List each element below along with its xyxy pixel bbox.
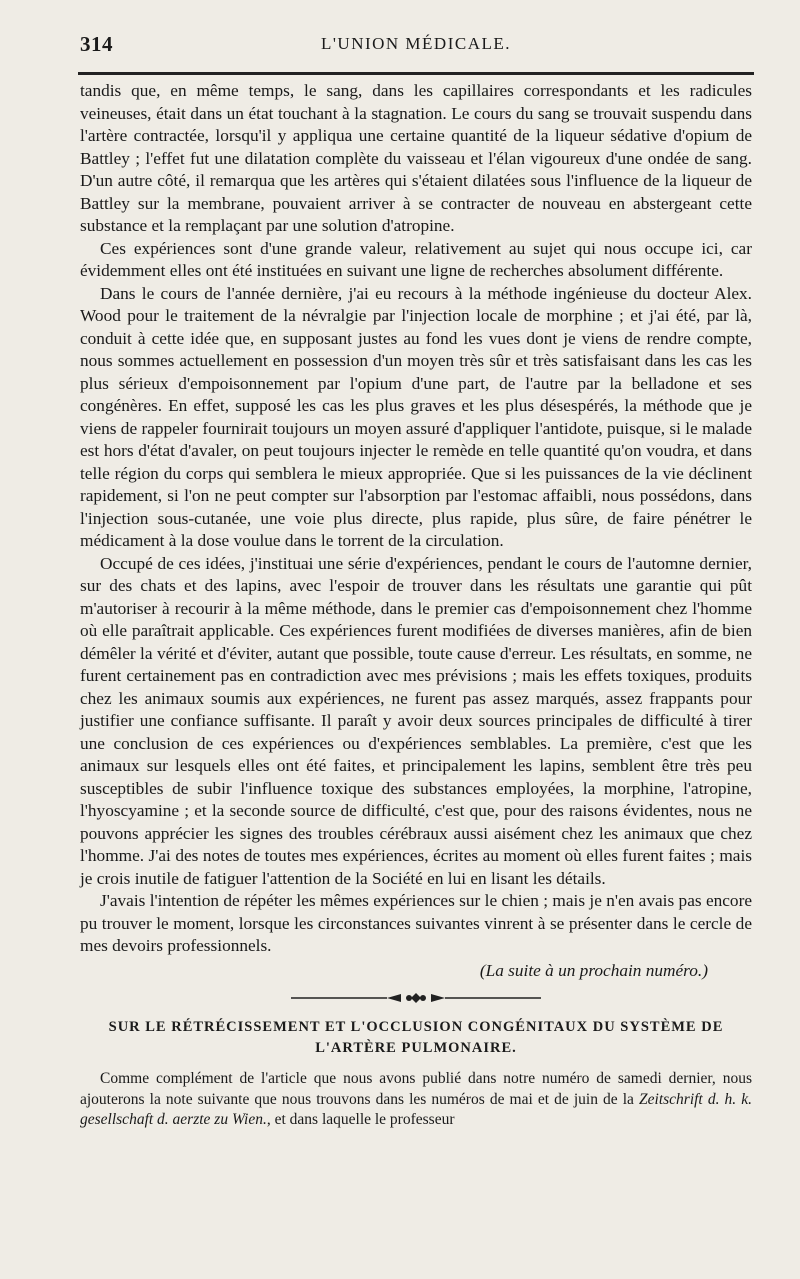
article-title: SUR LE RÉTRÉCISSEMENT ET L'OCCLUSION CONGÉNITAUX DU SYSTÈME DE L'ARTÈRE PULMONAIRE.: [108, 1019, 724, 1056]
article-body: [80, 80, 752, 1131]
header-rule: [78, 72, 754, 75]
continuation-note: (La suite à un prochain numéro.): [479, 960, 708, 980]
intro-text: Comme complément de l'article que nous avons publié dans notre numéro de samedi dernier, nous ajouterons la note suivante que nous trouvons dans les numéros de mai et de juin de la: [80, 1070, 752, 1108]
paragraph: Dans le cours de l'année dernière, j'ai eu recours à la méthode ingénieuse du docteur Alex. Wood pour le traitement de la névralgie par l'injection locale de morphine ; et j'ai été, par là, conduit à cette idée que, en supposant justes au fond les vues dont je viens de rendre compte, nous sommes actuellement en possession d'un moyen très sûr et très satisfaisant dans les cas les plus sérieux d'empoisonnement par l'opium d'une part, de l'autre par la belladone et ses congénères. En effet, supposé les cas les plus graves et les plus désespérés, la méthode que je viens de rappeler fournirait toujours un moyen assuré d'appliquer l'antidote, puisque, si le malade est hors d'état d'avaler, on peut toujours injecter le remède en telle quantité qu'on voudra, et dans telle région du corps qui semblera le mieux appropriée. Que si les puissances de la vie déclinent rapidement, si l'on ne peut compter sur l'absorption par l'estomac affaibli, nous possédons, dans l'injection sous-cutanée, une voie plus directe, plus rapide, plus sûre, de faire pénétrer le médicament à la dose voulue dans le torrent de la circulation.: [80, 283, 752, 550]
paragraph: J'avais l'intention de répéter les mêmes expériences sur le chien ; mais je n'en avais pas encore pu trouver le moment, lorsque les circonstances suivantes vinrent à se présenter dans le cercle de mes devoirs professionnels.: [80, 891, 752, 955]
intro-text-end: , et dans laquelle le professeur: [266, 1111, 455, 1128]
paragraph: Ces expériences sont d'une grande valeur, relativement au sujet qui nous occupe ici, car évidemment elles ont été instituées en suivant une ligne de recherches absolument différente.: [80, 238, 752, 280]
journal-title: Zeitschrift d. h. k. gesellschaft d. aerzte zu Wien.: [80, 1090, 752, 1128]
page-number: 314: [80, 32, 113, 56]
page-header: [80, 32, 752, 58]
section-divider-ornament: [80, 991, 752, 1005]
running-title: L'UNION MÉDICALE.: [320, 34, 512, 53]
paragraph: Occupé de ces idées, j'instituai une série d'expériences, pendant le cours de l'automne dernier, sur des chats et des lapins, avec l'espoir de trouver dans les résultats une garantie qui pût m'autoriser à recourir à la même méthode, dans le premier cas d'empoisonnement chez l'homme où elle paraîtrait applicable. Ces expériences furent modifiées de diverses manières, afin de bien démêler la vérité et d'éviter, autant que possible, toute cause d'erreur. Les résultats, en somme, ne furent certainement pas en contradiction avec mes prévisions ; mais les effets toxiques, produits chez les animaux soumis aux expériences, ne furent pas assez marqués, assez frappants pour justifier une confiance suffisante. Il paraît y avoir deux sources principales de difficulté à tirer une conclusion de ces expériences ou d'expériences semblables. La première, c'est que les animaux sur lesquels elles ont été faites, et principalement les lapins, semblent être très peu susceptibles de subir l'influence toxique des substances employées, la morphine, l'atropine, l'hyoscyamine ; et la seconde source de difficulté, c'est que, pour des raisons évidentes, nous ne pouvons apprécier les signes des troubles cérébraux aussi aisément chez les animaux que chez l'homme. J'ai des notes de toutes mes expériences, écrites au moment où elles furent faites ; mais je crois inutile de fatiguer l'attention de la Société en lui en lisant les détails.: [80, 553, 752, 888]
article-intro: [80, 1069, 752, 1131]
paragraph: tandis que, en même temps, le sang, dans les capillaires correspondants et les radicules veineuses, était dans un état touchant à la stagnation. Le cours du sang se trouvait suspendu dans l'artère contractée, lorsqu'il y appliqua une certaine quantité de la liqueur sédative d'opium de Battley ; l'effet fut une dilatation complète du vaisseau et l'élan vigoureux d'une ondée de sang. D'un autre côté, il remarqua que les artères qui s'étaient dilatées sous l'influence de la liqueur de Battley sur la membrane, pouvaient arriver à se contracter de nouveau en abstergeant cette substance et la remplaçant par une solution d'atropine.: [80, 81, 752, 235]
